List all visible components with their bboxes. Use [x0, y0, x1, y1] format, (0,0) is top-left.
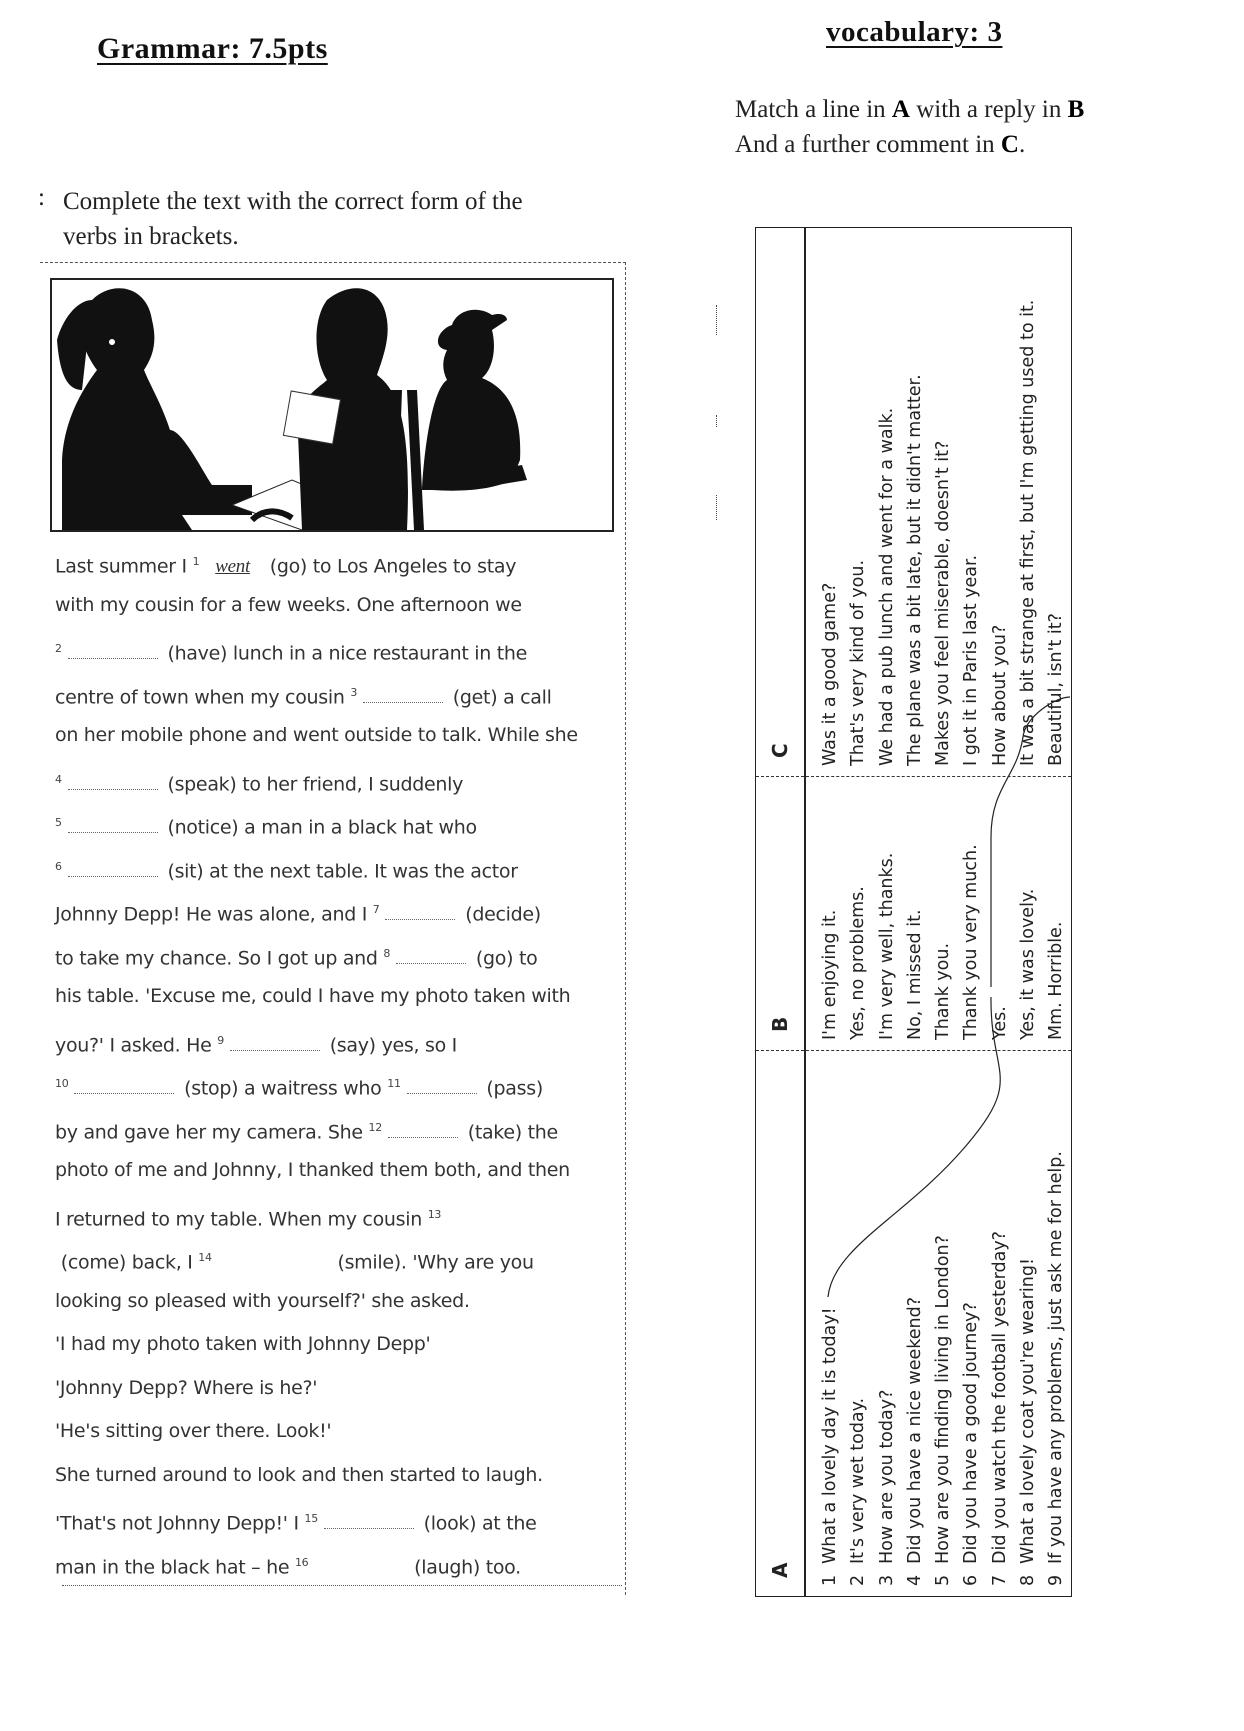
answer-field-10[interactable] — [74, 1079, 174, 1094]
list-item-b-3[interactable]: I'm very well, thanks. — [876, 852, 897, 1040]
item-text: Did you have a nice weekend? — [904, 1296, 925, 1564]
list-item-a-2[interactable] — [844, 1051, 872, 1586]
answer-field-11[interactable] — [407, 1079, 477, 1094]
item-number: 5 — [933, 1574, 954, 1586]
verb-hint: (have) — [167, 642, 228, 665]
passage-line-2 — [55, 584, 625, 628]
passage-text: at the — [481, 1512, 537, 1535]
verb-hint: (come) — [60, 1251, 127, 1274]
passage-text: She turned around to look and then started to laugh. — [55, 1463, 543, 1486]
passage-text: a man in a black hat who — [244, 816, 477, 839]
verb-hint: (laugh) — [414, 1555, 480, 1578]
gap-number: 12 — [368, 1120, 382, 1134]
list-item-a-7[interactable] — [986, 1051, 1014, 1586]
vocabulary-instruction-line-2 — [735, 127, 1235, 162]
list-item-a-1[interactable] — [816, 1051, 844, 1586]
passage-text: yes, so I — [381, 1033, 457, 1056]
gap-number: 11 — [387, 1077, 401, 1090]
passage-line-20 — [55, 1367, 625, 1411]
item-number: 4 — [904, 1574, 925, 1586]
item-text: How are you today? — [876, 1389, 897, 1564]
gap-number: 13 — [427, 1207, 442, 1221]
passage-line-12 — [55, 1019, 625, 1063]
gap-number: 14 — [198, 1251, 212, 1264]
gap-number: 16 — [294, 1555, 309, 1569]
instruction-text: Match a line in — [735, 96, 892, 123]
passage-text: centre of town when my cousin — [55, 685, 345, 708]
item-number: 7 — [989, 1574, 1010, 1586]
list-item-b-4[interactable]: No, I missed it. — [904, 909, 925, 1040]
passage-text: photo of me and Johnny, I thanked them both, and then — [55, 1159, 570, 1181]
passage-line-1 — [55, 540, 625, 584]
item-number: 8 — [1018, 1574, 1039, 1586]
passage-line-23 — [55, 1497, 625, 1541]
frame-bottom-rule — [62, 1585, 622, 1586]
list-item-b-8[interactable]: Yes, it was lovely. — [1018, 888, 1039, 1040]
gap-number: 1 — [192, 555, 200, 568]
gap-number: 15 — [304, 1512, 318, 1525]
answer-field-9[interactable] — [230, 1036, 320, 1051]
passage-text: 'Johnny Depp? Where is he?' — [55, 1376, 318, 1399]
verb-hint: (decide) — [465, 903, 541, 926]
answer-field-8[interactable] — [396, 949, 466, 964]
passage-text: 'He's sitting over there. Look!' — [55, 1420, 332, 1442]
verb-hint: (sit) — [167, 859, 204, 882]
passage-text: back, I — [131, 1251, 193, 1274]
passage-text: a waitress who — [243, 1077, 382, 1100]
answer-field-6[interactable] — [68, 862, 158, 877]
gap-number: 6 — [55, 859, 62, 873]
grammar-instruction-line-2: verbs in brackets. — [63, 223, 239, 250]
table-header-row — [756, 228, 806, 1597]
passage-text: his table. 'Excuse me, could I have my photo taken with — [55, 985, 571, 1007]
passage-line-3 — [55, 627, 625, 671]
passage-text: to her friend, I suddenly — [242, 772, 464, 795]
gap-number: 9 — [217, 1033, 224, 1047]
verb-hint: (take) — [467, 1120, 522, 1143]
item-text: Did you have a good journey? — [961, 1302, 982, 1564]
answer-field-3[interactable] — [363, 688, 443, 703]
passage-line-19 — [55, 1323, 625, 1367]
list-item-b-6[interactable]: Thank you very much. — [961, 844, 982, 1040]
passage-text: to Los Angeles to stay — [312, 555, 517, 578]
restaurant-illustration — [50, 278, 614, 532]
passage-text: too. — [485, 1555, 521, 1578]
passage-line-5 — [55, 714, 625, 758]
passage-text: lunch in a nice restaurant in the — [232, 642, 528, 665]
list-item-b-1[interactable]: I'm enjoying it. — [820, 909, 840, 1040]
grammar-heading: Grammar: 7.5pts — [97, 32, 328, 65]
list-item-c-6[interactable]: I got it in Paris last year. — [961, 554, 982, 766]
passage-line-4 — [55, 671, 625, 715]
passage-text: man in the black hat – he — [55, 1555, 290, 1578]
item-text: Did you watch the football yesterday? — [989, 1231, 1010, 1564]
passage-text: at the next table. It was the actor — [209, 859, 518, 882]
grammar-instruction-bullet: : — [38, 184, 45, 211]
gap-number: 10 — [55, 1077, 69, 1090]
item-number: 1 — [820, 1574, 840, 1586]
answer-field-1[interactable]: went — [215, 556, 250, 578]
column-b-cell — [805, 777, 1072, 1051]
item-text: If you have any problems, just ask me for help. — [1046, 1151, 1067, 1564]
passage-line-9 — [55, 888, 625, 932]
verb-hint: (say) — [329, 1033, 376, 1056]
gap-number: 2 — [55, 642, 62, 655]
passage-line-8 — [55, 845, 625, 889]
gap-number: 3 — [350, 685, 358, 699]
passage-line-13 — [55, 1062, 625, 1106]
answer-field-12[interactable] — [388, 1123, 458, 1138]
passage-line-15 — [55, 1149, 625, 1193]
column-header-c: C — [756, 228, 806, 777]
passage-line-7 — [55, 801, 625, 845]
column-b-list — [806, 777, 1071, 1050]
item-text: What a lovely coat you're wearing! — [1018, 1258, 1039, 1564]
gap-number: 7 — [372, 903, 380, 916]
grammar-instruction — [63, 184, 623, 254]
passage-text: 'That's not Johnny Depp!' I — [55, 1512, 299, 1535]
list-item-c-8[interactable]: It was a bit strange at first, but I'm getting used to it. — [1018, 299, 1039, 766]
margin-mark — [716, 495, 718, 520]
passage-text: I returned to my table. When my cousin — [55, 1207, 422, 1230]
grammar-instruction-line-1: Complete the text with the correct form of the — [63, 188, 523, 215]
list-item-c-4[interactable]: The plane was a bit late, but it didn't matter. — [904, 374, 925, 766]
passage-line-24 — [55, 1541, 625, 1585]
margin-mark — [716, 305, 718, 335]
passage-text: Johnny Depp! He was alone, and I — [55, 903, 368, 926]
passage-line-22 — [55, 1454, 625, 1498]
instruction-text: with a reply in — [909, 96, 1068, 123]
verb-hint: (speak) — [167, 772, 237, 795]
silhouette-image-icon — [52, 280, 612, 530]
list-item-b-5[interactable]: Thank you. — [933, 942, 954, 1040]
passage-text: 'I had my photo taken with Johnny Depp' — [55, 1333, 431, 1355]
list-item-c-3[interactable]: We had a pub lunch and went for a walk. — [876, 407, 897, 766]
answer-field-2[interactable] — [68, 644, 158, 659]
column-ref-c: C — [1000, 131, 1019, 158]
instruction-text: . — [1018, 131, 1026, 158]
passage-line-21 — [55, 1410, 625, 1454]
answer-field-14[interactable] — [218, 1253, 328, 1268]
passage-text: you?' I asked. He — [55, 1033, 212, 1056]
story-passage — [55, 540, 625, 1584]
passage-text: the — [527, 1120, 558, 1143]
verb-hint: (go) — [269, 555, 308, 578]
passage-line-17 — [55, 1236, 625, 1280]
margin-mark — [716, 415, 718, 427]
gap-number: 5 — [55, 816, 62, 829]
verb-hint: (go) — [475, 946, 514, 969]
gap-number: 4 — [55, 772, 62, 786]
passage-line-11 — [55, 975, 625, 1019]
column-a-cell — [805, 1051, 1072, 1597]
verb-hint: (stop) — [184, 1077, 239, 1100]
passage-text: on her mobile phone and went outside to talk. While she — [55, 724, 578, 746]
item-text: It's very wet today. — [848, 1397, 869, 1564]
list-item-a-3[interactable] — [873, 1051, 901, 1586]
vocabulary-instruction — [735, 92, 1235, 162]
passage-text: looking so pleased with yourself?' she asked. — [55, 1289, 470, 1312]
passage-line-14 — [55, 1106, 625, 1150]
verb-hint: (look) — [423, 1512, 477, 1535]
list-item-a-9[interactable] — [1042, 1051, 1070, 1586]
list-item-c-1[interactable]: Was it a good game? — [820, 582, 840, 766]
verb-hint: (notice) — [167, 816, 239, 839]
passage-line-10 — [55, 932, 625, 976]
verb-hint: (pass) — [486, 1077, 543, 1100]
verb-hint: (get) — [452, 685, 498, 708]
list-item-a-4[interactable] — [901, 1051, 929, 1586]
list-item-c-5[interactable]: Makes you feel miserable, doesn't it? — [933, 440, 954, 766]
list-item-c-7[interactable]: How about you? — [989, 624, 1010, 766]
answer-field-5[interactable] — [68, 818, 158, 833]
passage-text: Last summer I — [55, 555, 187, 578]
answer-field-16[interactable] — [314, 1558, 404, 1573]
gap-number: 8 — [383, 946, 391, 960]
list-item-c-2[interactable]: That's very kind of you. — [848, 559, 869, 766]
passage-text: a call — [503, 685, 552, 708]
passage-line-16 — [55, 1193, 625, 1237]
item-number: 2 — [848, 1574, 869, 1586]
column-c-list — [806, 228, 1071, 776]
instruction-text: And a further comment in — [735, 131, 1001, 158]
passage-text: to — [518, 946, 538, 969]
item-number: 9 — [1046, 1574, 1067, 1586]
item-text: How are you finding living in London? — [933, 1235, 954, 1564]
passage-text: by and gave her my camera. She — [55, 1120, 363, 1143]
list-item-b-7[interactable]: Yes. — [989, 1006, 1010, 1040]
passage-text: to take my chance. So I got up and — [55, 946, 378, 969]
verb-hint: (smile). — [337, 1251, 407, 1274]
vocabulary-instruction-line-1 — [735, 92, 1235, 127]
item-number: 6 — [961, 1574, 982, 1586]
answer-field-15[interactable] — [324, 1514, 414, 1529]
answer-field-4[interactable] — [68, 775, 158, 790]
table-body-row — [805, 228, 1072, 1597]
item-text: What a lovely day it is today! — [820, 1307, 840, 1564]
matching-table — [755, 227, 1072, 1597]
passage-text: with my cousin for a few weeks. One afternoon we — [55, 593, 522, 616]
list-item-b-9[interactable]: Mm. Horrible. — [1046, 921, 1067, 1040]
list-item-c-9[interactable]: Beautiful, isn't it? — [1046, 613, 1067, 766]
list-item-a-8[interactable] — [1014, 1051, 1042, 1586]
passage-text: 'Why are you — [412, 1251, 534, 1274]
column-ref-a: A — [891, 96, 910, 123]
column-a-list — [806, 1051, 1071, 1596]
column-header-b: B — [756, 777, 806, 1051]
list-item-a-5[interactable] — [929, 1051, 957, 1586]
passage-line-6 — [55, 758, 625, 802]
item-number: 3 — [876, 1574, 897, 1586]
column-ref-b: B — [1067, 96, 1085, 123]
column-header-a: A — [756, 1051, 806, 1597]
list-item-a-6[interactable] — [957, 1051, 985, 1586]
column-c-cell — [805, 228, 1072, 777]
list-item-b-2[interactable]: Yes, no problems. — [848, 886, 869, 1040]
answer-field-7[interactable] — [385, 905, 455, 920]
vocabulary-heading: vocabulary: 3 — [826, 16, 1003, 48]
matching-table-rotated — [755, 285, 1072, 1597]
passage-line-18 — [55, 1280, 625, 1324]
